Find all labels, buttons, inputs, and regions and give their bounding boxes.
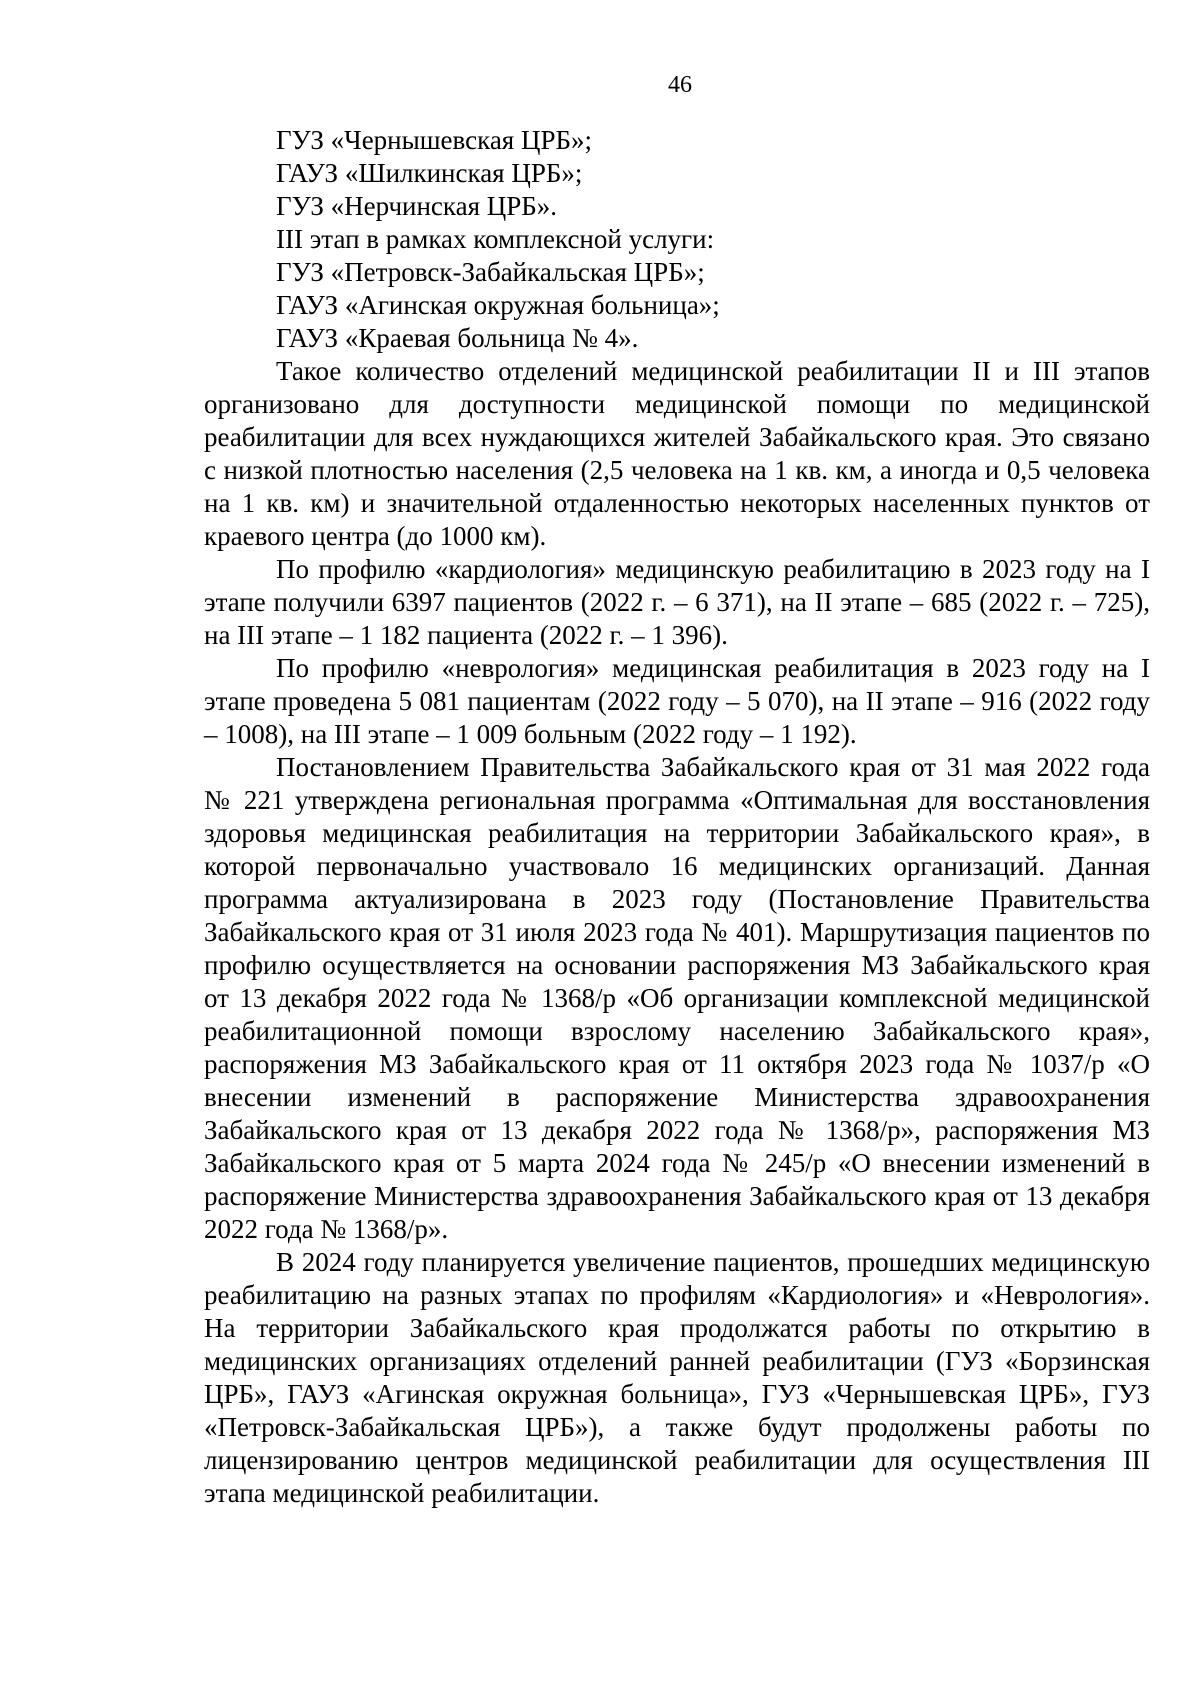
page-number: 46 — [668, 72, 692, 98]
list-item-chernyshevsk: ГУЗ «Чернышевская ЦРБ»; — [276, 125, 592, 155]
page-content — [204, 124, 1150, 1510]
list-item-aginsk: ГАУЗ «Агинская окружная больница»; — [276, 290, 720, 320]
list-item-nerchinsk: ГУЗ «Нерчинская ЦРБ». — [276, 191, 558, 221]
paragraph-plans-2024: В 2024 году планируется увеличение пациентов, прошедших медицинскую реабилитацию на разных этапах по профилям «Кардиология» и «Неврология». На территории Забайкальского края продолжатся работы по открытию в медицинских организациях отделений ранней реабилитации (ГУЗ «Борзинская ЦРБ», ГАУЗ «Агинская окружная больница», ГУЗ «Чернышевская ЦРБ», ГУЗ «Петровск-Забайкальская ЦРБ»), а также будут продолжены работы по лицензированию центров медицинской реабилитации для осуществления III этапа медицинской реабилитации. — [204, 1247, 1150, 1508]
stage-three-heading: III этап в рамках комплексной услуги: — [276, 224, 715, 254]
list-item-shilka: ГАУЗ «Шилкинская ЦРБ»; — [276, 158, 583, 188]
paragraph-departments: Такое количество отделений медицинской реабилитации II и III этапов организовано для доступности медицинской помощи по медицинской реабилитации для всех нуждающихся жителей Забайкальского края. Это связано с низкой плотностью населения (2,5 человека на 1 кв. км, а иногда и 0,5 человека на 1 кв. км) и значительной отдаленностью некоторых населенных пунктов от краевого центра (до 1000 км). — [204, 356, 1150, 551]
paragraph-neurology: По профилю «неврология» медицинская реабилитация в 2023 году на I этапе проведена 5 081 пациентам (2022 году – 5 070), на II этапе – 916 (2022 году – 1008), на III этапе – 1 009 больным (2022 году – 1 192). — [204, 653, 1150, 749]
paragraph-regional-program: Постановлением Правительства Забайкальского края от 31 мая 2022 года № 221 утверждена региональная программа «Оптимальная для восстановления здоровья медицинская реабилитация на территории Забайкальского края», в которой первоначально участвовало 16 медицинских организаций. Данная программа актуализирована в 2023 году (Постановление Правительства Забайкальского края от 31 июля 2023 года № 401). Маршрутизация пациентов по профилю осуществляется на основании распоряжения МЗ Забайкальского края от 13 декабря 2022 года № 1368/р «Об организации комплексной медицинской реабилитационной помощи взрослому населению Забайкальского края», распоряжения МЗ Забайкальского края от 11 октября 2023 года № 1037/р «О внесении изменений в распоряжение Министерства здравоохранения Забайкальского края от 13 декабря 2022 года № 1368/р», распоряжения МЗ Забайкальского края от 5 марта 2024 года № 245/р «О внесении изменений в распоряжение Министерства здравоохранения Забайкальского края от 13 декабря 2022 года № 1368/р». — [204, 752, 1150, 1244]
list-item-petrovsk: ГУЗ «Петровск-Забайкальская ЦРБ»; — [276, 257, 705, 287]
paragraph-cardiology: По профилю «кардиология» медицинскую реабилитацию в 2023 году на I этапе получили 6397 пациентов (2022 г. – 6 371), на II этапе – 685 (2022 г. – 725), на III этапе – 1 182 пациента (2022 г. – 1 396). — [204, 554, 1150, 650]
list-item-regional-hospital-4: ГАУЗ «Краевая больница № 4». — [276, 323, 639, 353]
